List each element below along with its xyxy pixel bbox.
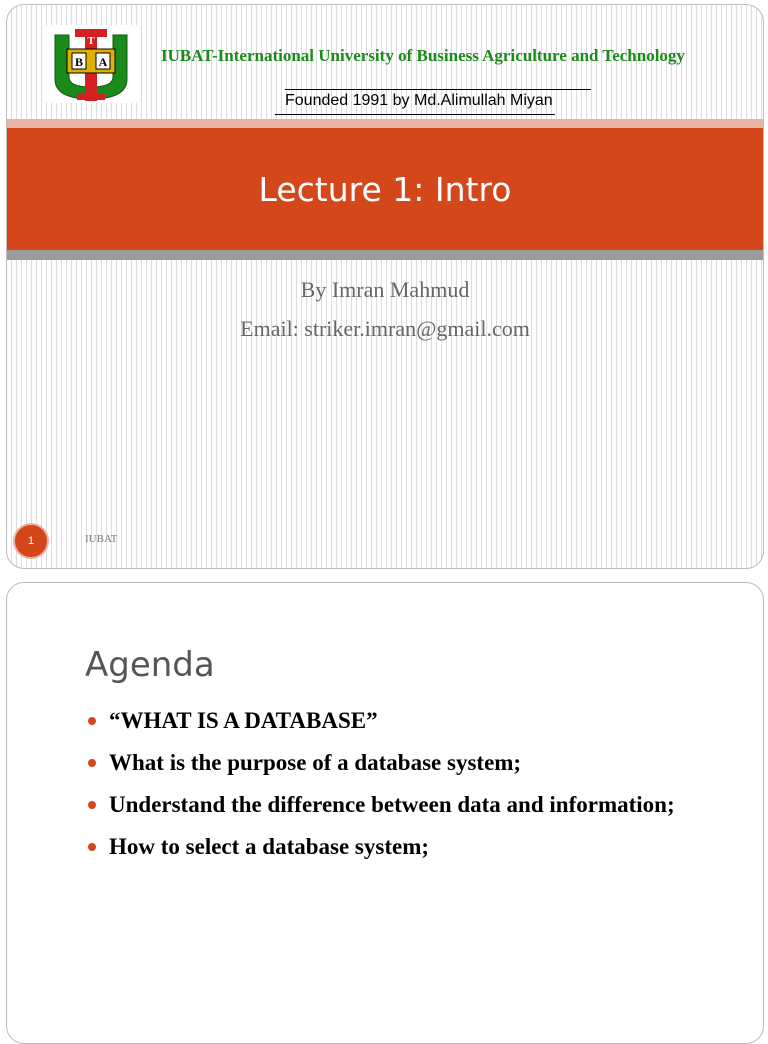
bullet-icon: [88, 717, 96, 725]
title-band: [7, 128, 763, 250]
iubat-logo: [45, 25, 137, 103]
agenda-list: [87, 705, 687, 873]
university-name: IUBAT-International University of Business Agriculture and Technology: [161, 46, 685, 65]
list-item-text: What is the purpose of a database system;: [109, 750, 522, 775]
slide-number-badge: 1: [13, 523, 49, 559]
list-item: [87, 789, 687, 820]
slide-title: Lecture 1: Intro: [258, 169, 512, 209]
bullet-icon: [88, 843, 96, 851]
footer-label: IUBAT: [85, 533, 118, 545]
logo-letter-a: A: [98, 55, 108, 69]
list-item-text: Understand the difference between data and information;: [109, 792, 675, 817]
email-line: Email: striker.imran@gmail.com: [240, 316, 530, 341]
founded-text: Founded 1991 by Md.Alimullah Miyan: [285, 92, 553, 109]
bottom-rule: [275, 114, 555, 115]
list-item: [87, 705, 687, 736]
list-item: [87, 747, 687, 778]
list-item: [87, 831, 687, 862]
slide-header: [7, 5, 763, 119]
top-rule: [285, 89, 591, 90]
logo-letter-t: T: [87, 35, 95, 47]
logo-letter-b: B: [74, 55, 84, 69]
author-line: By Imran Mahmud: [300, 277, 470, 302]
list-item-text: “WHAT IS A DATABASE”: [109, 708, 378, 733]
agenda-title: Agenda: [85, 645, 215, 685]
list-item-text: How to select a database system;: [109, 834, 430, 859]
accent-strip: [7, 119, 763, 128]
separator-strip: [7, 250, 763, 260]
slide-2: [6, 582, 764, 1044]
bullet-icon: [88, 801, 96, 809]
slide-1: [6, 4, 764, 569]
bullet-icon: [88, 759, 96, 767]
